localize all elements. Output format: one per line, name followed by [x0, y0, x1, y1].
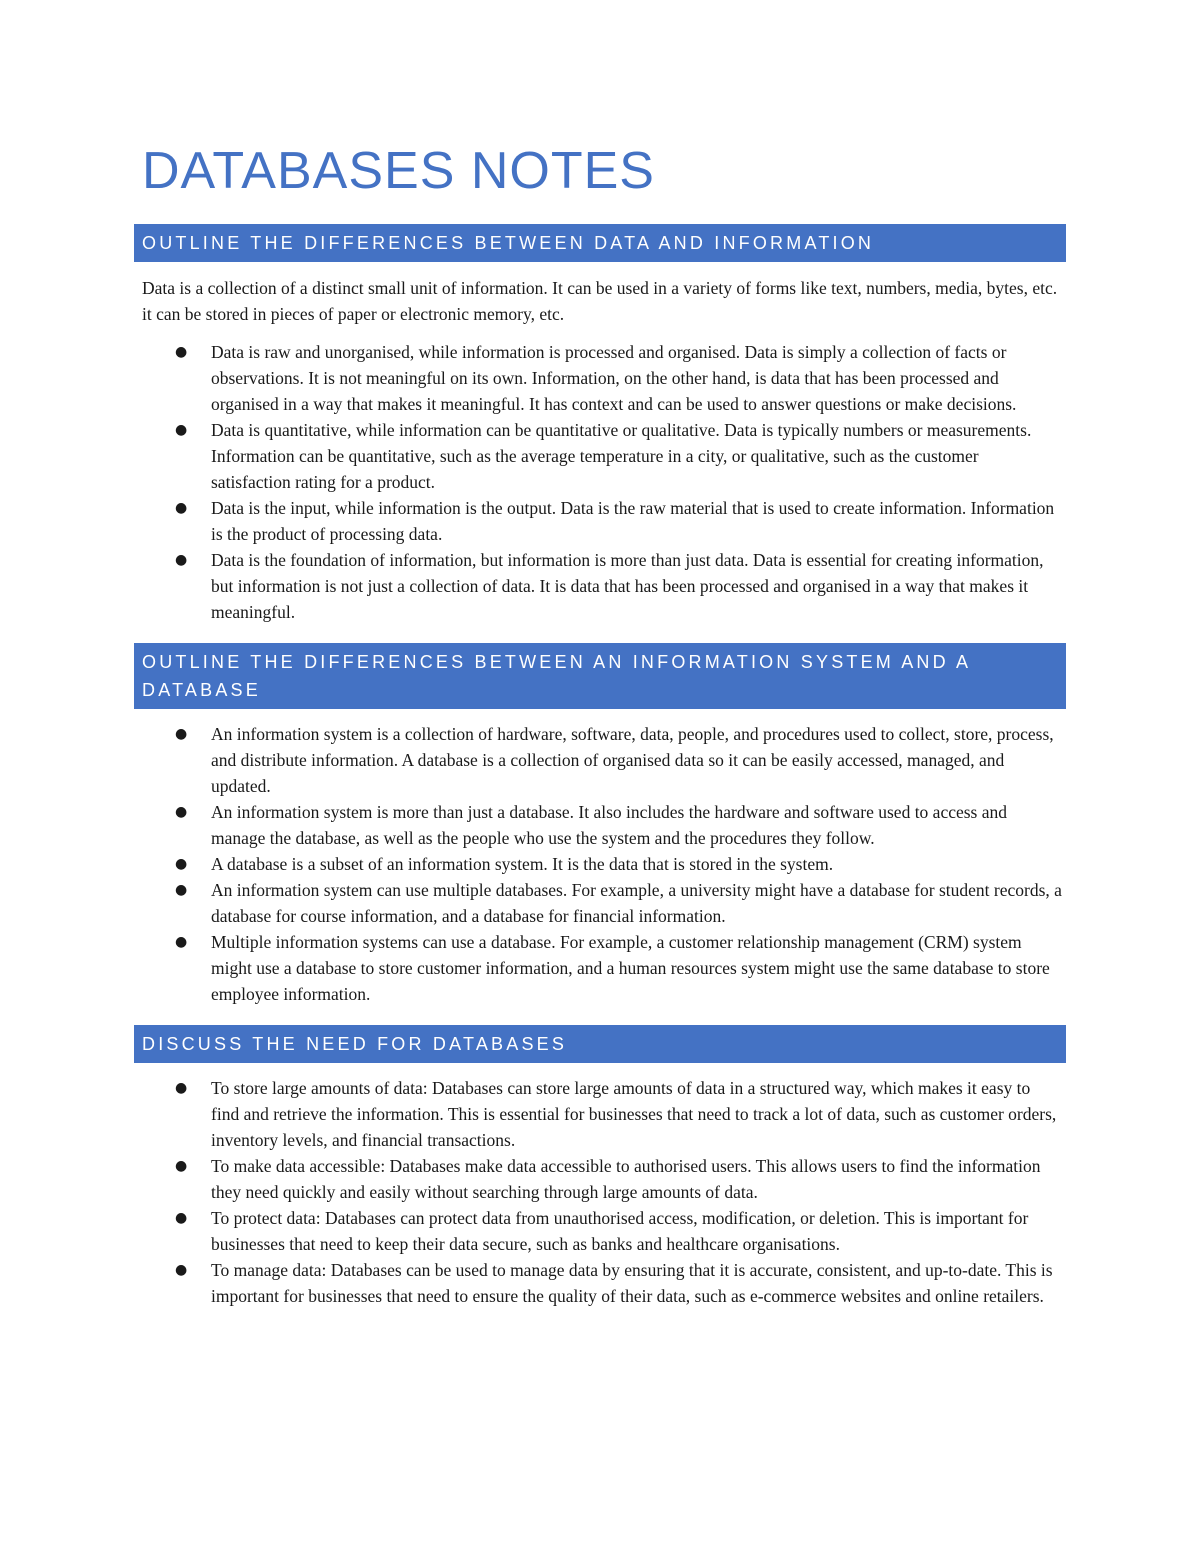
bullet-icon: ● — [175, 552, 188, 568]
bullet-icon: ● — [175, 1210, 188, 1226]
list-item — [134, 1153, 1066, 1205]
document-title: DATABASES NOTES — [142, 142, 655, 200]
section-intro-paragraph: Data is a collection of a distinct small unit of information. It can be used in a variety of forms like text, numbers, media, bytes, etc. it can be stored in pieces of paper or electronic memory, etc. — [142, 278, 1058, 324]
bullet-icon: ● — [175, 344, 188, 360]
list-item-text: An information system is more than just a database. It also includes the hardware and software used to access and manage the database, as well as the people who use the system and the procedures they follow. — [211, 802, 1008, 848]
list-item — [134, 339, 1066, 417]
list-item — [134, 799, 1066, 851]
bullet-list — [134, 721, 1066, 1007]
list-item-text: An information system is a collection of hardware, software, data, people, and procedures used to collect, store, process, and distribute information. A database is a collection of organised data so it can be easily accessed, managed, and updated. — [211, 724, 1054, 796]
bullet-icon: ● — [175, 1080, 188, 1096]
list-item-text: To make data accessible: Databases make data accessible to authorised users. This allows users to find the information they need quickly and easily without searching through large amounts of data. — [211, 1156, 1041, 1202]
section-information-system-vs-database — [134, 643, 1066, 1007]
bullet-icon: ● — [175, 1262, 188, 1278]
bullet-list — [134, 339, 1066, 625]
section-heading: OUTLINE THE DIFFERENCES BETWEEN DATA AND INFORMATION — [134, 224, 1066, 262]
list-item — [134, 1257, 1066, 1309]
bullet-icon: ● — [175, 934, 188, 950]
section-data-vs-information — [134, 224, 1066, 625]
list-item — [134, 417, 1066, 495]
list-item-text: Multiple information systems can use a database. For example, a customer relationship management (CRM) system might use a database to store customer information, and a human resources system might use the same database to store employee information. — [211, 932, 1050, 1004]
bullet-icon: ● — [175, 882, 188, 898]
list-item-text: To store large amounts of data: Databases can store large amounts of data in a structured way, which makes it easy to find and retrieve the information. This is essential for businesses that need to track a lot of data, such as customer orders, inventory levels, and financial transactions. — [211, 1078, 1057, 1150]
list-item-text: A database is a subset of an information system. It is the data that is stored in the system. — [211, 854, 834, 874]
section-need-for-databases — [134, 1025, 1066, 1309]
list-item-text: To protect data: Databases can protect data from unauthorised access, modification, or deletion. This is important for businesses that need to keep their data secure, such as banks and healthcare organisations. — [211, 1208, 1029, 1254]
list-item — [134, 495, 1066, 547]
bullet-icon: ● — [175, 1158, 188, 1174]
list-item-text: Data is raw and unorganised, while information is processed and organised. Data is simply a collection of facts or observations. It is not meaningful on its own. Information, on the other hand, is data that has been processed and organised in a way that makes it meaningful. It has context and can be used to answer questions or make decisions. — [211, 342, 1017, 414]
list-item-text: To manage data: Databases can be used to manage data by ensuring that it is accurate, consistent, and up-to-date. This is important for businesses that need to ensure the quality of their data, such as e-commerce websites and online retailers. — [211, 1260, 1053, 1306]
bullet-icon: ● — [175, 500, 188, 516]
list-item — [134, 1075, 1066, 1153]
bullet-icon: ● — [175, 856, 188, 872]
document-page — [134, 140, 1066, 1327]
list-item — [134, 721, 1066, 799]
bullet-icon: ● — [175, 804, 188, 820]
bullet-icon: ● — [175, 726, 188, 742]
list-item-text: Data is quantitative, while information can be quantitative or qualitative. Data is typically numbers or measurements. Information can be quantitative, such as the average temperature in a city, or qualitative, such as the customer satisfaction rating for a product. — [211, 420, 1032, 492]
bullet-list — [134, 1075, 1066, 1309]
list-item — [134, 1205, 1066, 1257]
list-item-text: An information system can use multiple databases. For example, a university might have a database for student records, a database for course information, and a database for financial information. — [211, 880, 1062, 926]
list-item — [134, 877, 1066, 929]
section-heading: DISCUSS THE NEED FOR DATABASES — [134, 1025, 1066, 1063]
section-heading: OUTLINE THE DIFFERENCES BETWEEN AN INFORMATION SYSTEM AND A DATABASE — [134, 643, 1066, 709]
list-item-text: Data is the foundation of information, but information is more than just data. Data is essential for creating information, but information is not just a collection of data. It is data that has been processed and organised in a way that makes it meaningful. — [211, 550, 1044, 622]
list-item-text: Data is the input, while information is the output. Data is the raw material that is used to create information. Information is the product of processing data. — [211, 498, 1055, 544]
list-item — [134, 547, 1066, 625]
bullet-icon: ● — [175, 422, 188, 438]
list-item — [134, 851, 1066, 877]
list-item — [134, 929, 1066, 1007]
